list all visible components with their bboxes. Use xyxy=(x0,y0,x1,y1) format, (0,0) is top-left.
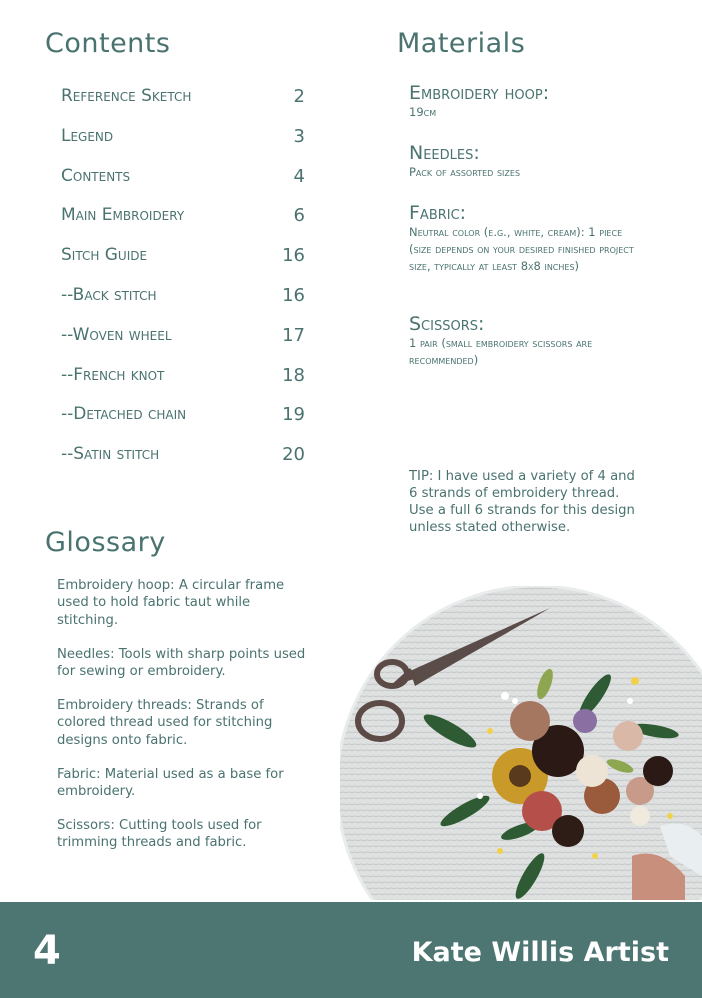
toc-item[interactable] xyxy=(61,245,305,285)
material-fabric xyxy=(409,203,644,275)
material-hoop xyxy=(409,83,644,121)
brand-name: Kate Willis Artist xyxy=(411,937,669,968)
glossary-entry: Embroidery hoop: A circular frame used to hold fabric taut while stitching. xyxy=(57,578,285,628)
material-detail: 19cm xyxy=(409,105,437,119)
page-number: 4 xyxy=(33,928,61,974)
toc-item-page: 6 xyxy=(293,205,305,227)
toc-item-label: --Woven wheel xyxy=(61,324,172,345)
toc-item-page: 16 xyxy=(282,245,305,267)
materials-heading: Materials xyxy=(397,28,526,59)
material-scissors xyxy=(409,314,644,369)
toc-item[interactable] xyxy=(61,86,305,126)
toc-item[interactable] xyxy=(61,126,305,166)
toc-item[interactable] xyxy=(61,285,305,325)
toc-item[interactable] xyxy=(61,325,305,365)
toc-item-label: Legend xyxy=(61,125,114,146)
toc-item-page: 17 xyxy=(282,324,305,346)
glossary-entry: Fabric: Material used as a base for embroidery. xyxy=(57,767,284,800)
toc-item-label: Contents xyxy=(61,165,131,186)
table-of-contents xyxy=(61,86,305,484)
glossary-entry: Needles: Tools with sharp points used for sewing or embroidery. xyxy=(57,647,306,680)
toc-item-label: --Detached chain xyxy=(61,404,187,425)
material-title: Needles: xyxy=(409,142,480,164)
toc-item[interactable] xyxy=(61,205,305,245)
toc-item[interactable] xyxy=(61,166,305,206)
toc-item-label: --Satin stitch xyxy=(61,444,160,465)
toc-item-page: 19 xyxy=(282,404,305,426)
toc-item-page: 4 xyxy=(293,165,305,187)
material-title: Fabric: xyxy=(409,202,467,224)
glossary-entry: Scissors: Cutting tools used for trimming threads and fabric. xyxy=(57,818,262,851)
material-detail: 1 pair (small embroidery scissors are recommended) xyxy=(409,336,593,367)
contents-heading: Contents xyxy=(45,28,171,59)
toc-item[interactable] xyxy=(61,365,305,405)
toc-item-page: 2 xyxy=(293,86,305,107)
toc-item-label: Reference Sketch xyxy=(61,86,192,106)
material-detail: Pack of assorted sizes xyxy=(409,165,521,179)
material-needles xyxy=(409,143,644,181)
toc-item-label: --French knot xyxy=(61,364,165,385)
glossary-entry: Embroidery threads: Strands of colored thread used for stitching designs onto fabric. xyxy=(57,698,273,748)
material-detail: Neutral color (e.g., white, cream): 1 piece (size depends on your desired finished project size, typically at least 8x8 inches) xyxy=(409,225,634,273)
toc-item-label: Main Embroidery xyxy=(61,205,185,226)
toc-item-page: 20 xyxy=(282,444,305,466)
toc-item-page: 3 xyxy=(293,125,305,147)
toc-item-label: Sitch Guide xyxy=(61,245,148,266)
toc-item-page: 18 xyxy=(282,364,305,386)
toc-item[interactable] xyxy=(61,444,305,484)
material-title: Embroidery hoop: xyxy=(409,82,550,104)
glossary-heading: Glossary xyxy=(45,527,166,558)
material-title: Scissors: xyxy=(409,313,485,335)
toc-item-page: 16 xyxy=(282,284,305,306)
tip-note: TIP: I have used a variety of 4 and 6 strands of embroidery thread. Use a full 6 strands for this design unless stated otherwise. xyxy=(409,469,635,535)
toc-item[interactable] xyxy=(61,404,305,444)
embroidery-photo xyxy=(340,586,702,900)
toc-item-label: --Back stitch xyxy=(61,284,157,305)
